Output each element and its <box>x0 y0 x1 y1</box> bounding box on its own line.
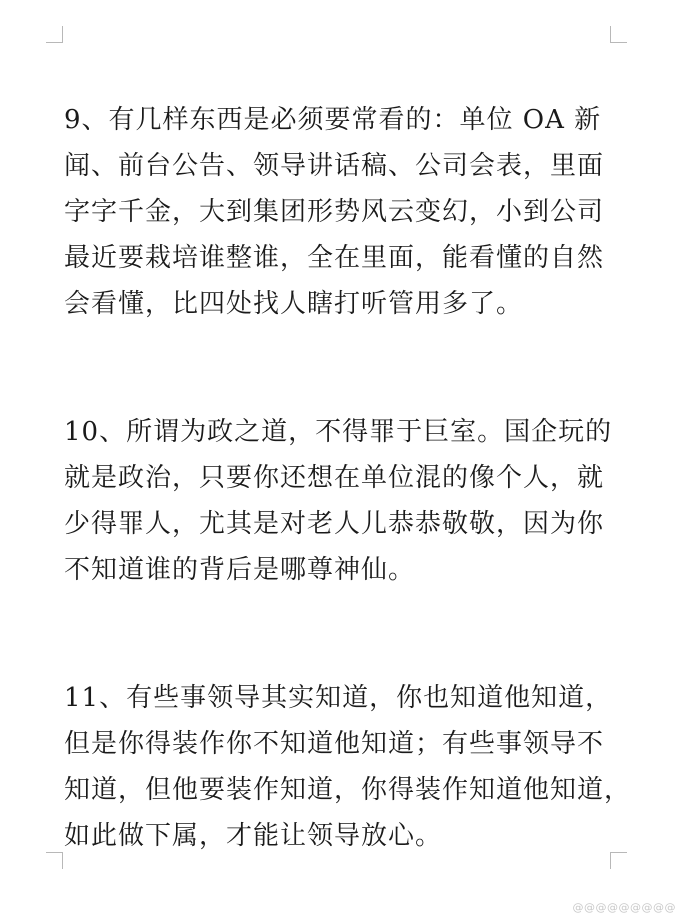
crop-mark-top-right <box>610 26 627 43</box>
paragraph-line: 但是你得装作你不知道他知道；有些事领导不 <box>64 729 605 759</box>
paragraph-line: 少得罪人，尤其是对老人儿恭恭敬敬，因为你 <box>64 509 605 539</box>
paragraph-line: 9、有几样东西是必须要常看的：单位 OA 新 <box>64 105 602 135</box>
paragraph-line: 11、有些事领导其实知道，你也知道他知道， <box>64 683 613 713</box>
paragraph-line: 会看懂，比四处找人瞎打听管用多了。 <box>64 289 524 319</box>
paragraph-line: 最近要栽培谁整谁，全在里面，能看懂的自然 <box>64 243 605 273</box>
paragraph-item-11 <box>64 675 632 859</box>
paragraph-line: 知道，但他要装作知道，你得装作知道他知道， <box>64 775 632 805</box>
watermark: @@@@@@@@@ <box>572 901 676 914</box>
paragraph-line: 字字千金，大到集团形势风云变幻，小到公司 <box>64 197 605 227</box>
paragraph-line: 闻、前台公告、领导讲话稿、公司会表，里面 <box>64 151 605 181</box>
crop-mark-bottom-left <box>46 852 63 869</box>
paragraph-line: 10、所谓为政之道，不得罪于巨室。国企玩的 <box>64 417 613 447</box>
document-body <box>64 97 632 859</box>
crop-mark-top-left <box>46 26 63 43</box>
paragraph-line: 如此做下属，才能让领导放心。 <box>64 821 443 851</box>
paragraph-item-10 <box>64 409 624 593</box>
paragraph-line: 不知道谁的背后是哪尊神仙。 <box>64 555 416 585</box>
paragraph-item-9 <box>64 97 624 327</box>
paragraph-line: 就是政治，只要你还想在单位混的像个人，就 <box>64 463 605 493</box>
